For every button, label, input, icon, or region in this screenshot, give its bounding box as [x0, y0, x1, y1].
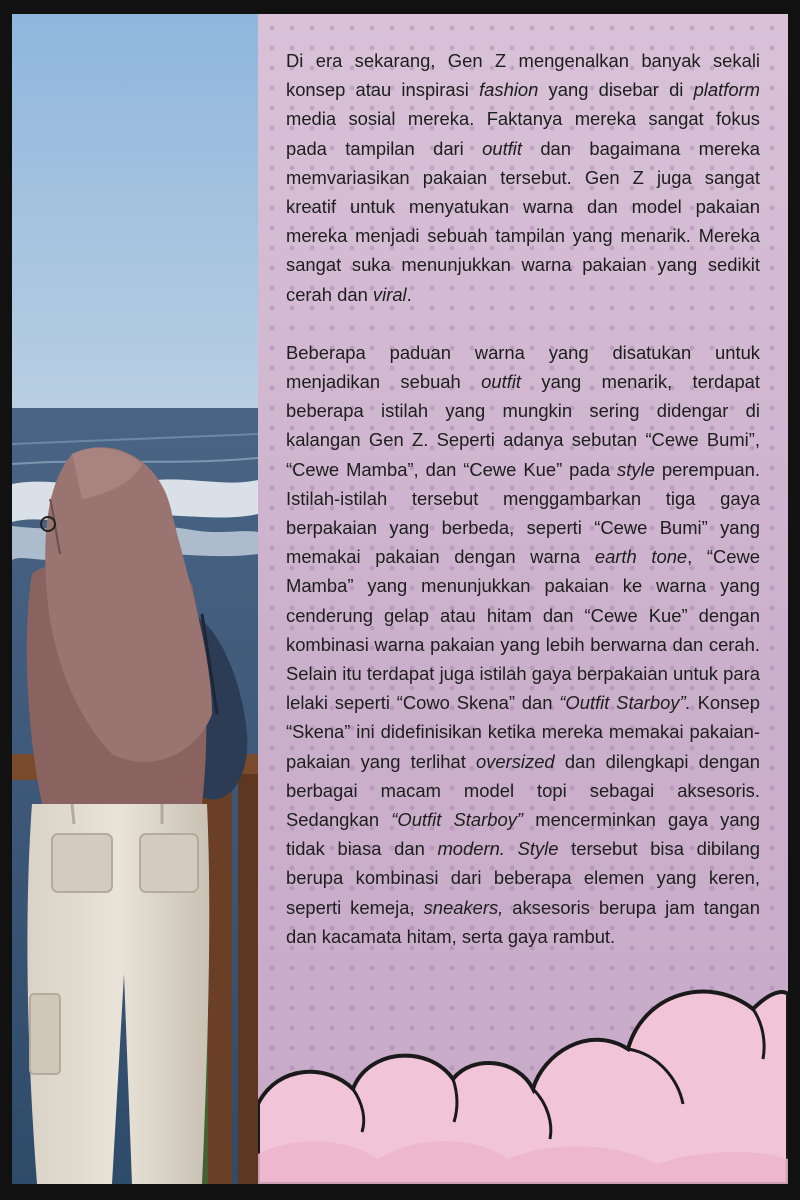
- article-body: [286, 46, 760, 980]
- italic-run: oversized: [475, 750, 555, 772]
- text-panel: [258, 14, 788, 1184]
- sky: [12, 14, 258, 414]
- text-run: mencerminkan gaya yang tidak biasa dan: [286, 809, 761, 860]
- text-run: .: [406, 283, 412, 305]
- italic-run: fashion: [479, 79, 539, 101]
- italic-run: style: [617, 458, 655, 480]
- italic-run: platform: [693, 79, 760, 101]
- text-run: dan dilengkapi dengan berbagai macam model topi sebagai aksesoris. Sedangkan: [286, 750, 760, 831]
- italic-run: modern. Style: [437, 838, 559, 860]
- italic-run: viral: [372, 283, 407, 305]
- beach-photo: [12, 14, 258, 1184]
- italic-run: sneakers,: [423, 896, 504, 918]
- text-run: perempuan. Istilah-istilah tersebut menggambarkan tiga gaya berpakaian yang berbeda, seperti “Cewe Bumi” yang memakai pakaian dengan warna: [286, 458, 760, 568]
- text-run: , “Cewe Mamba” yang menunjukkan pakaian ke warna yang cenderung gelap atau hitam dan “Cewe Kue” dengan kombinasi warna pakaian yang lebih berwarna dan cerah. Selain itu terdapat juga istilah gaya berpakaian untuk para lelaki seperti “Cowo Skena” dan: [286, 546, 760, 714]
- text-run: Di era sekarang, Gen Z mengenalkan banyak sekali konsep atau inspirasi: [286, 50, 760, 101]
- text-run: tersebut bisa dibilang berupa kombinasi dari beberapa elemen yang keren, seperti kemeja,: [286, 838, 760, 918]
- text-run: Konsep “Skena” ini didefinisikan ketika mereka memakai pakaian-pakaian yang terlihat: [286, 692, 761, 772]
- italic-run: outfit: [482, 137, 522, 159]
- text-run: yang disebar di: [538, 79, 694, 101]
- paragraph-styles: [286, 338, 760, 951]
- pink-clouds-decoration: [258, 954, 788, 1184]
- text-run: media sosial mereka. Faktanya mereka sangat fokus pada tampilan dari: [286, 108, 760, 159]
- text-run: aksesoris berupa jam tangan dan kacamata hitam, serta gaya rambut.: [286, 896, 760, 947]
- text-run: dan bagaimana mereka memvariasikan pakaian tersebut. Gen Z juga sangat kreatif untuk menyatukan warna dan model pakaian mereka menjadi sebuah tampilan yang menarik. Mereka sangat suka menunjukkan warna pakaian yang sedikit cerah dan: [286, 137, 761, 305]
- paragraph-intro: [286, 46, 760, 309]
- text-run: Beberapa paduan warna yang disatukan untuk menjadikan sebuah: [286, 341, 760, 393]
- italic-run: outfit: [481, 371, 522, 393]
- italic-run: “Outfit Starboy”.: [559, 692, 691, 714]
- italic-run: “Outfit Starboy”: [391, 809, 524, 831]
- woman-at-beach-illustration: [12, 14, 258, 1184]
- text-run: yang menarik, terdapat beberapa istilah yang mungkin sering didengar di kalangan Gen Z. Seperti adanya sebutan “Cewe Bumi”, “Cewe Mamba”, dan “Cewe Kue” pada: [286, 371, 761, 480]
- italic-run: earth tone: [594, 546, 688, 568]
